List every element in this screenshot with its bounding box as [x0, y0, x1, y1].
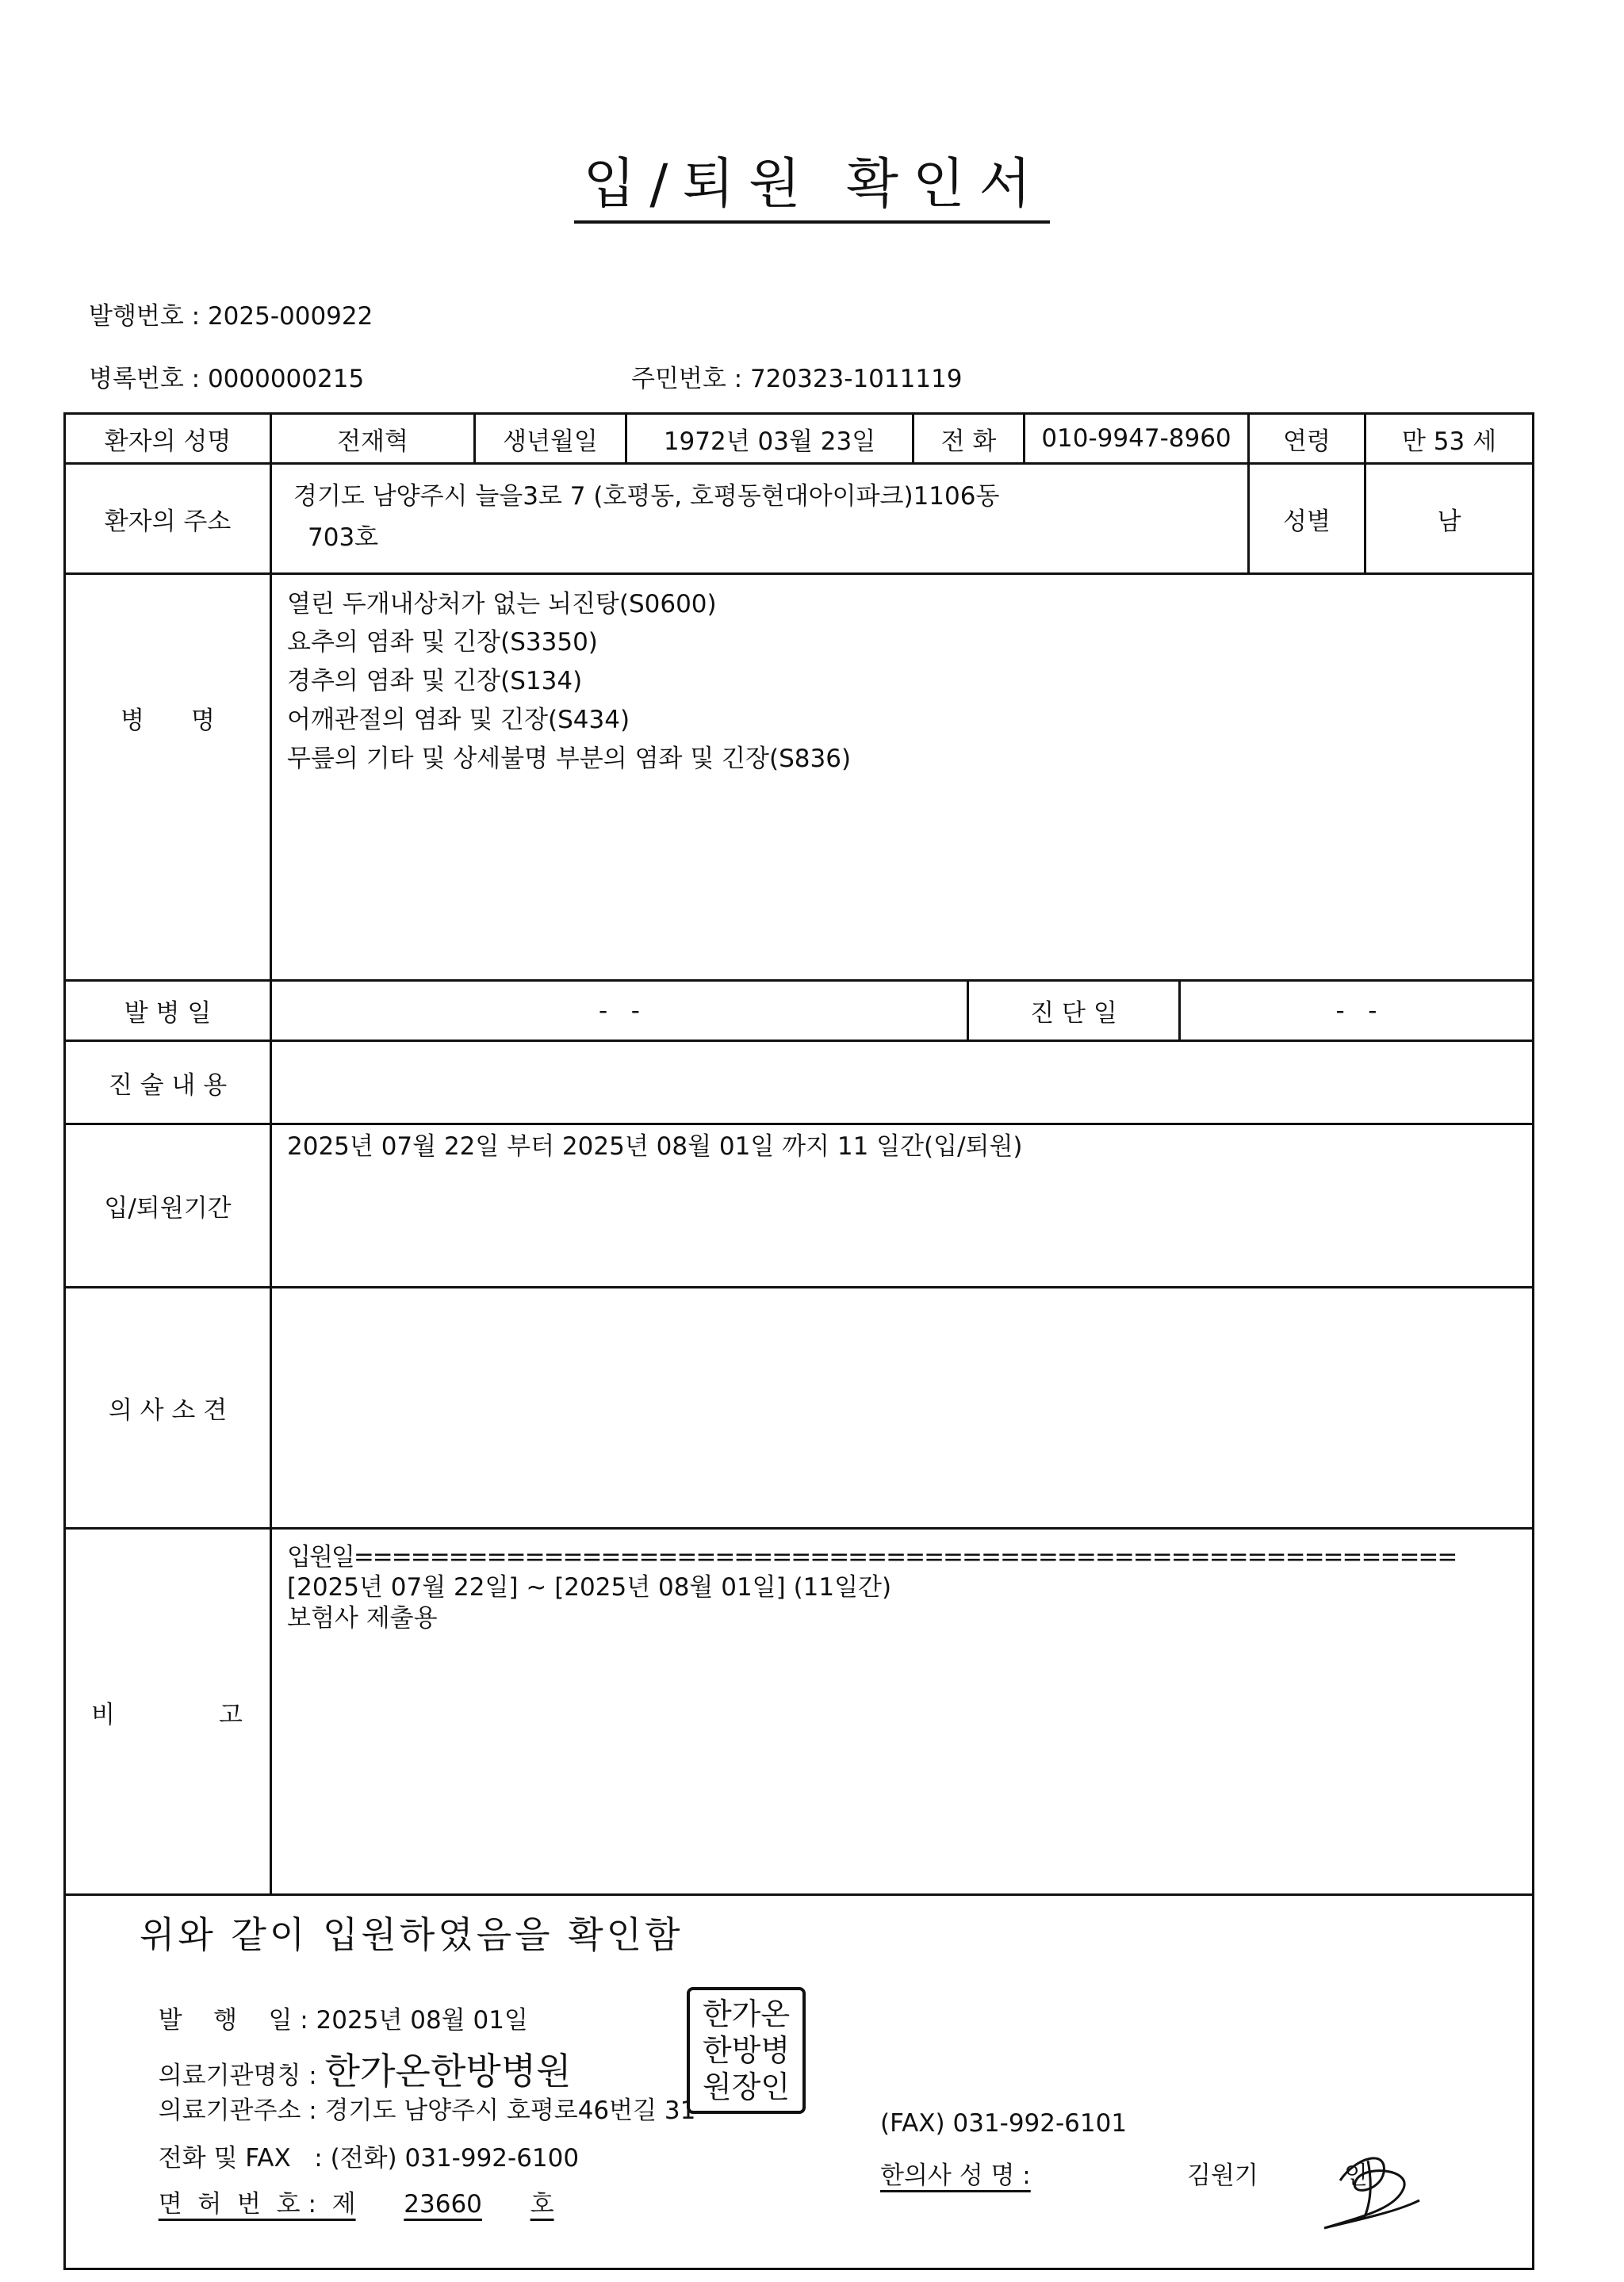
diagnosis-date-label: 진 단 일 [1030, 999, 1117, 1028]
row-divider [63, 1123, 1534, 1125]
remarks-label-right: 고 [219, 1700, 243, 1729]
onset-value: - - [599, 996, 640, 1025]
row-divider [63, 1527, 1534, 1530]
diagnosis-label: 병 명 [120, 706, 216, 735]
diagnosis-item: 열린 두개내상처가 없는 뇌진탕(S0600) [287, 590, 717, 618]
stamp-text: 한방병 [702, 2033, 791, 2068]
license-suffix: 호 [530, 2190, 554, 2219]
remarks-label-left: 비 [91, 1700, 115, 1729]
opinion-label: 의 사 소 견 [108, 1396, 228, 1425]
sex-value: 남 [1437, 507, 1461, 536]
table-border-right [1532, 412, 1534, 2270]
birth-date: 1972년 03월 23일 [663, 427, 876, 456]
row-divider [63, 1286, 1534, 1288]
stamp-text: 원장인 [702, 2069, 791, 2104]
age-label: 연령 [1283, 427, 1331, 456]
issue-date-label: 발 행 일 : [158, 2006, 316, 2035]
row-divider [63, 572, 1534, 575]
issue-date-value: 2025년 08월 01일 [316, 2006, 528, 2035]
chart-number-label: 병록번호 : [89, 365, 208, 393]
period-label: 입/퇴원기간 [104, 1194, 232, 1223]
row-divider [63, 1893, 1534, 1896]
resident-number-label: 주민번호 : [631, 365, 750, 393]
onset-label: 발 병 일 [124, 999, 212, 1028]
birth-label: 생년월일 [503, 427, 598, 456]
hospital-seal-stamp [687, 1987, 806, 2114]
table-border-bottom [63, 2268, 1534, 2270]
issue-number [89, 296, 373, 331]
remarks-line: 입원일========================================================== [287, 1543, 1457, 1572]
hospital-fax: (FAX) 031-992-6101 [880, 2109, 1128, 2138]
doctor-name-block [880, 2155, 1031, 2191]
doctor-label: 한의사 성 명 : [880, 2161, 1031, 2190]
license-number [143, 2155, 626, 2219]
phone-number: 010-9947-8960 [1041, 424, 1231, 453]
license-number-value: 23660 [404, 2190, 482, 2219]
label-column-divider [270, 412, 272, 1895]
diagnosis-item: 요추의 염좌 및 긴장(S3350) [287, 628, 598, 657]
hospital-phone: (전화) 031-992-6100 [330, 2144, 580, 2173]
phone-fax-label: 전화 및 FAX : [158, 2144, 331, 2173]
resident-number-value: 720323-1011119 [749, 365, 963, 393]
stamp-text: 한가온 [702, 1997, 791, 2031]
institution-name-value: 한가온한방병원 [324, 2050, 572, 2092]
license-label: 면 허 번 호 : 제 [158, 2190, 356, 2219]
chart-number-value: 0000000215 [207, 365, 365, 393]
diagnosis-item: 어깨관절의 염좌 및 긴장(S434) [287, 706, 630, 734]
diagnosis-item: 무릎의 기타 및 상세불명 부분의 염좌 및 긴장(S836) [287, 745, 852, 773]
patient-name: 전재혁 [337, 427, 408, 456]
doctor-name: 김원기 [1187, 2161, 1258, 2190]
document-title: 입/퇴원 확인서 [0, 141, 1624, 218]
phone-label: 전 화 [940, 427, 997, 456]
confirmation-statement: 위와 같이 입원하였음을 확인함 [140, 1913, 684, 1956]
address-label: 환자의 주소 [104, 507, 232, 536]
age-value: 만 53 세 [1401, 427, 1497, 456]
period-value: 2025년 07월 22일 부터 2025년 08월 01일 까지 11 일간(입/퇴원) [287, 1132, 1023, 1161]
resident-number [631, 358, 963, 394]
seal-mark: 인 [1344, 2161, 1368, 2190]
institution-address-value: 경기도 남양주시 호평로46번길 31 [324, 2096, 696, 2125]
patient-name-label: 환자의 성명 [104, 427, 232, 456]
row-divider [63, 1040, 1534, 1042]
institution-name-label: 의료기관명칭 : [158, 2062, 325, 2090]
remarks-line: 보험사 제출용 [287, 1604, 438, 1633]
institution-address-label: 의료기관주소 : [158, 2096, 325, 2125]
statement-label: 진 술 내 용 [108, 1070, 228, 1100]
address-line2: 703호 [308, 523, 379, 552]
sex-label: 성별 [1283, 507, 1331, 536]
diagnosis-item: 경추의 염좌 및 긴장(S134) [287, 667, 583, 695]
address-line1: 경기도 남양주시 늘을3로 7 (호평동, 호평동현대아이파크)1106동 [293, 482, 1000, 511]
chart-number [89, 358, 364, 394]
diagnosis-date-value: - - [1335, 996, 1377, 1025]
issue-number-label: 발행번호 : [89, 302, 208, 331]
doctor-signature [1308, 2125, 1435, 2244]
issue-number-value: 2025-000922 [207, 302, 373, 331]
remarks-line: [2025년 07월 22일] ~ [2025년 08월 01일] (11일간) [287, 1573, 892, 1602]
